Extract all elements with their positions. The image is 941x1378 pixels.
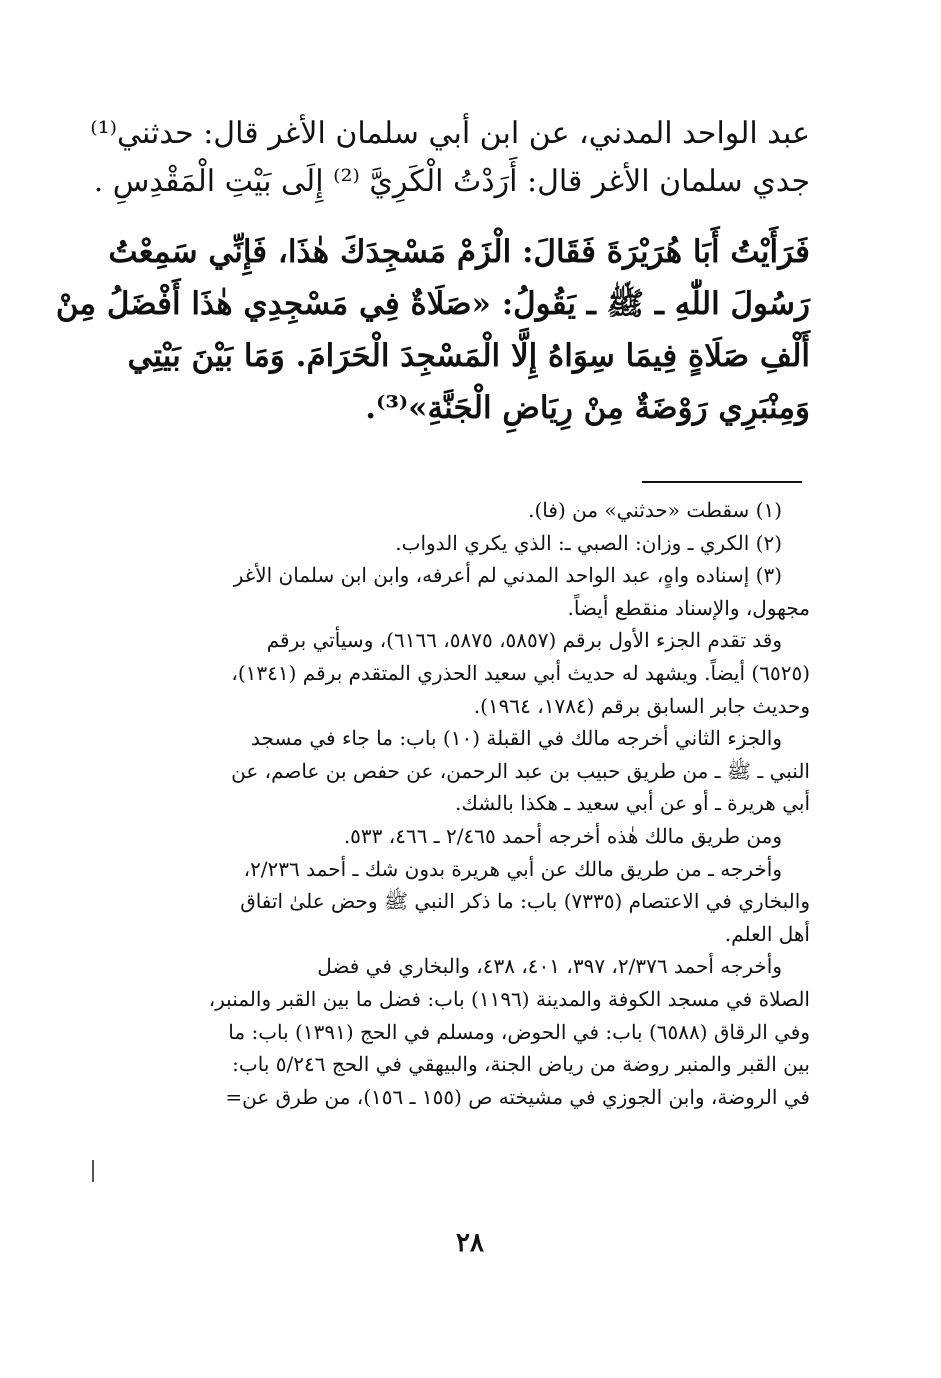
hadith-line: فَرَأَيْتُ أَبَا هُرَيْرَةَ فَقَالَ: الْزَمْ مَسْجِدَكَ هٰذَا، فَإِنِّي سَمِعْتُ — [108, 234, 810, 270]
footnote-line: مجهول، والإسناد منقطع أيضاً. — [567, 595, 810, 620]
footnote-separator — [642, 481, 802, 483]
footnote-line: الصلاة في مسجد الكوفة والمدينة (١١٩٦) باب: فضل ما بين القبر والمنبر، — [208, 986, 810, 1011]
hadith-line: أَلْفِ صَلَاةٍ فِيمَا سِوَاهُ إِلَّا الْمَسْجِدَ الْحَرَامَ. وَمَا بَيْنَ بَيْتِي — [127, 338, 810, 374]
footnote-1 — [98, 494, 810, 527]
footnote-3-paragraph-6 — [98, 950, 810, 1113]
footnote-line: أهل العلم. — [724, 921, 810, 946]
footnote-line: وفي الرقاق (٦٥٨٨) باب: في الحوض، ومسلم في الحج (١٣٩١) باب: ما — [228, 1019, 810, 1044]
main-text-line: عبد الواحد المدني، عن ابن أبي سلمان الأغر قال: حدثني⁽¹⁾ — [90, 116, 810, 151]
footnote-line: والجزء الثاني أخرجه مالك في القبلة (١٠) باب: ما جاء في مسجد — [251, 726, 782, 751]
footnote-2 — [98, 527, 810, 560]
footnote-3-paragraph-4 — [98, 820, 810, 853]
footnote-line: وقد تقدم الجزء الأول برقم (٥٨٥٧، ٥٨٧٥، ٦١٦٦)، وسيأتي برقم — [266, 628, 782, 653]
hadith-line: وَمِنْبَرِي رَوْضَةٌ مِنْ رِيَاضِ الْجَنَّةِ»⁽³⁾. — [365, 390, 810, 426]
main-text-line: جدي سلمان الأغر قال: أَرَدْتُ الْكَرِيَّ ⁽²⁾ إِلَى بَيْتِ الْمَقْدِسِ . — [93, 164, 810, 199]
footnote-line: أبي هريرة ـ أو عن أبي سعيد ـ هكذا بالشك. — [455, 791, 810, 816]
footnote-line: في الروضة، وابن الجوزي في مشيخته ص (١٥٥ ـ ١٥٦)، من طرق عن= — [225, 1084, 810, 1109]
footnote-line: وحديث جابر السابق برقم (١٧٨٤، ١٩٦٤). — [473, 693, 810, 718]
page-number: ٢٨ — [456, 1228, 484, 1258]
footnote-3-paragraph-3 — [98, 722, 810, 820]
footnote-line: (٣) إسناده واهٍ، عبد الواحد المدني لم أعرفه، وابن ابن سلمان الأغر — [233, 563, 782, 588]
footnote-line: (١) سقطت «حدثني» من (فا). — [528, 498, 782, 522]
main-text-intro — [90, 110, 810, 206]
footnote-line: ومن طريق مالك هٰذه أخرجه أحمد ٢/٤٦٥ ـ ٤٦٦، ٥٣٣. — [343, 823, 782, 848]
scan-edge-mark — [92, 1160, 94, 1182]
footnote-line: وأخرجه أحمد ٢/٣٧٦، ٣٩٧، ٤٠١، ٤٣٨، والبخاري في فضل — [317, 954, 782, 979]
footnote-3-paragraph-5 — [98, 853, 810, 951]
footnote-3 — [98, 559, 810, 624]
footnote-line: بين القبر والمنبر روضة من رياض الجنة، والبيهقي في الحج ٥/٢٤٦ باب: — [232, 1052, 810, 1077]
footnote-line: والبخاري في الاعتصام (٧٣٣٥) باب: ما ذكر النبي ﷺ وحض علىٰ اتفاق — [240, 889, 810, 914]
footnote-3-paragraph-2 — [98, 624, 810, 722]
footnote-line: (٢) الكري ـ وزان: الصبي ـ: الذي يكري الدواب. — [395, 530, 782, 555]
footnotes — [98, 494, 810, 1113]
footnote-line: وأخرجه ـ من طريق مالك عن أبي هريرة بدون شك ـ أحمد ٢/٢٣٦، — [243, 856, 782, 881]
footnote-line: النبي ـ ﷺ ـ من طريق حبيب بن عبد الرحمن، عن حفص بن عاصم، عن — [231, 758, 810, 783]
footnote-line: (٦٥٢٥) أيضاً. ويشهد له حديث أبي سعيد الحذري المتقدم برقم (١٣٤١)، — [231, 660, 810, 685]
hadith-text — [55, 226, 810, 434]
hadith-line: رَسُولَ اللّٰهِ ـ ﷺ ـ يَقُولُ: «صَلَاةٌ فِي مَسْجِدِي هٰذَا أَفْضَلُ مِنْ — [55, 286, 810, 322]
